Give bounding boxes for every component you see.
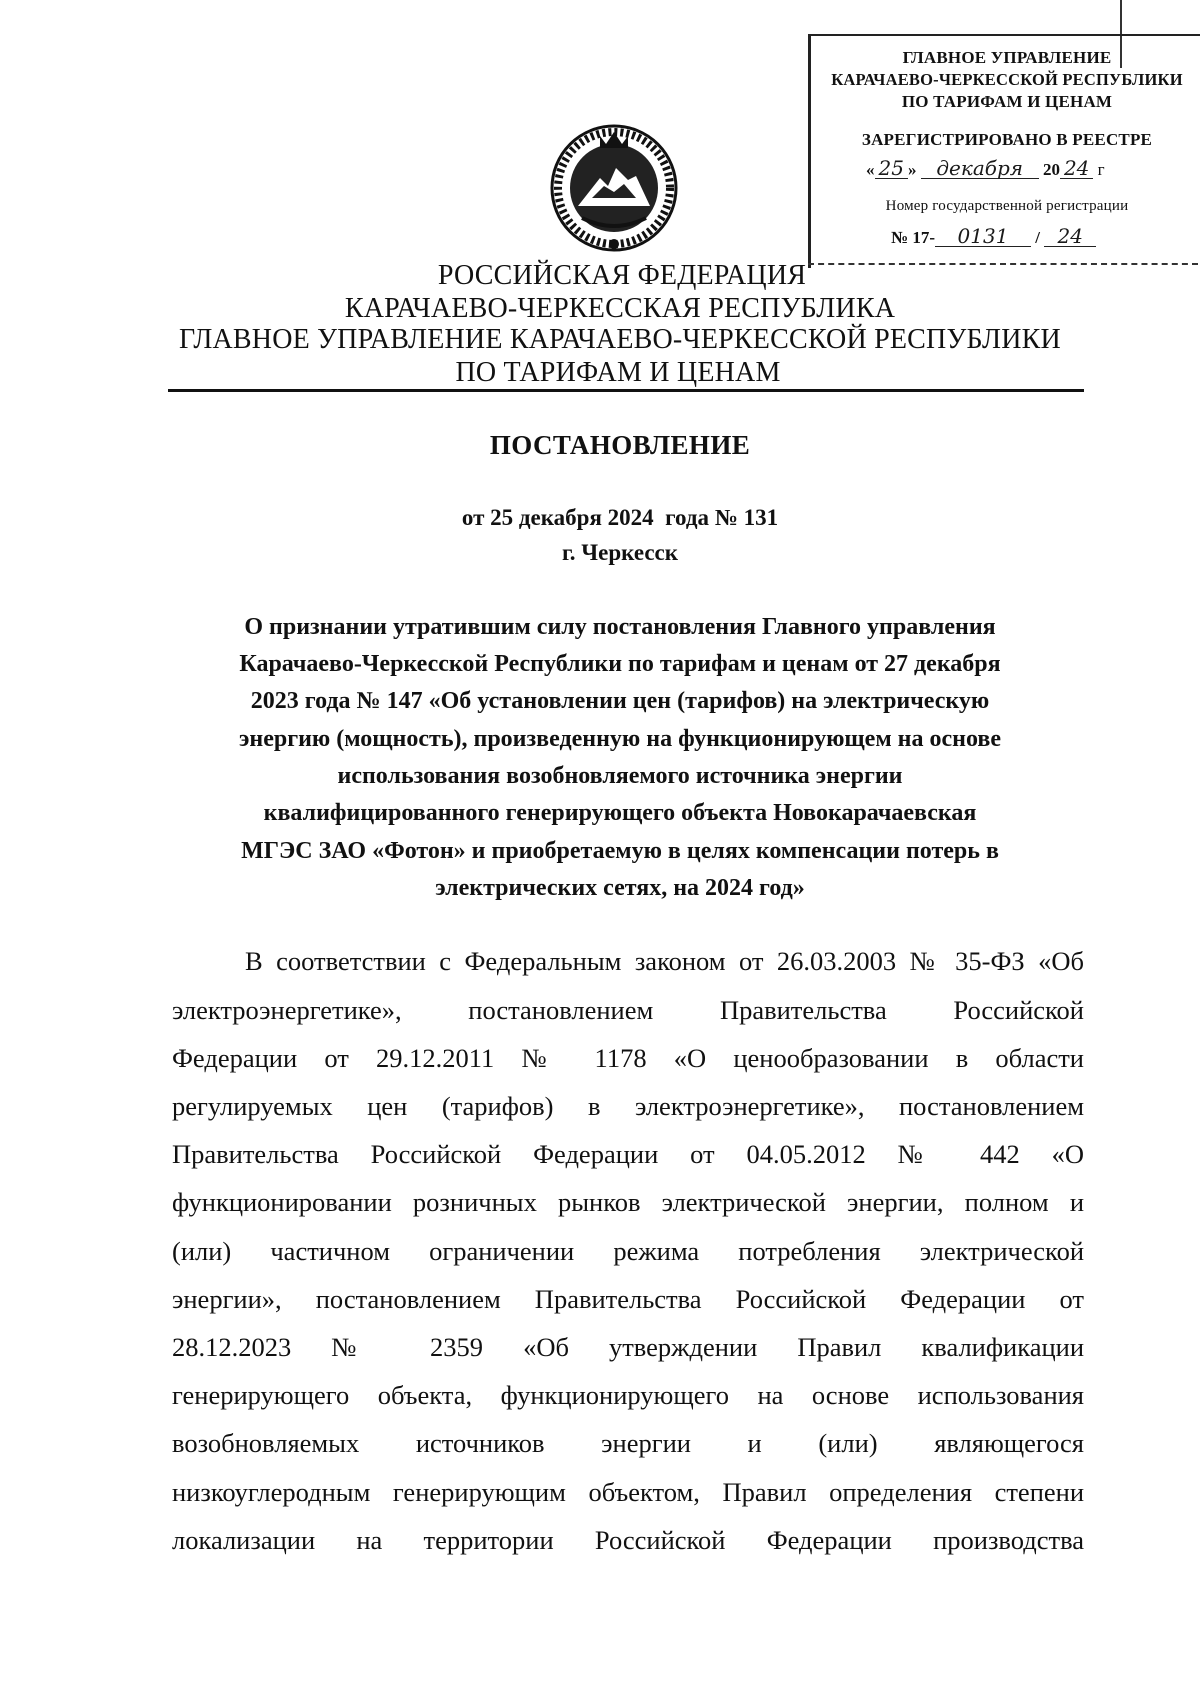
stamp-date-month: декабря bbox=[921, 158, 1039, 179]
title-line: Карачаево-Черкесской Республики по тарифам и ценам от 27 декабря bbox=[239, 651, 1001, 677]
body-line-text: локализации на территории Российской Федерации производства bbox=[172, 1525, 1084, 1555]
document-type: ПОСТАНОВЛЕНИЕ bbox=[489, 430, 751, 460]
body-line bbox=[172, 1043, 1084, 1074]
body-line-text: генерирующего объекта, функционирующего на основе использования bbox=[172, 1380, 1084, 1410]
stamp-date-day: 25 bbox=[875, 158, 908, 179]
stamp-date-year-unit: г bbox=[1097, 160, 1105, 179]
document-date-number: от 25 декабря 2024 года № 131 bbox=[461, 505, 779, 530]
body-line bbox=[245, 946, 1084, 977]
body-line bbox=[172, 1187, 1084, 1218]
stamp-reg-number-year: 24 bbox=[1044, 226, 1096, 247]
title-line: электрических сетях, на 2024 год» bbox=[435, 875, 805, 901]
body-line-text: Федерации от 29.12.2011 № 1178 «О ценообразовании в области bbox=[172, 1043, 1084, 1073]
body-line bbox=[172, 1525, 1084, 1556]
document-city: г. Черкесск bbox=[561, 540, 679, 565]
body-line bbox=[172, 1477, 1084, 1508]
body-line bbox=[172, 1380, 1084, 1411]
body-line-text: Правительства Российской Федерации от 04.05.2012 № 442 «О bbox=[172, 1139, 1084, 1169]
body-line-text: 28.12.2023 № 2359 «Об утверждении Правил квалификации bbox=[172, 1332, 1084, 1362]
body-line bbox=[172, 1091, 1084, 1122]
title-line: квалифицированного генерирующего объекта Новокарачаевская bbox=[263, 800, 977, 826]
body-line-text: (или) частичном ограничении режима потребления электрической bbox=[172, 1236, 1084, 1266]
body-line-text: В соответствии с Федеральным законом от 26.03.2003 № 35-ФЗ «Об bbox=[245, 946, 1084, 976]
body-line bbox=[172, 1428, 1084, 1459]
body-line bbox=[172, 995, 1084, 1026]
stamp-org-line3: ПО ТАРИФАМ И ЦЕНАМ bbox=[901, 92, 1113, 111]
body-line-text: возобновляемых источников энергии и (или) являющегося bbox=[172, 1428, 1084, 1458]
body-line-text: функционировании розничных рынков электрической энергии, полном и bbox=[172, 1187, 1084, 1217]
header-agency-continued: ПО ТАРИФАМ И ЦЕНАМ bbox=[455, 357, 781, 388]
title-line: энергию (мощность), произведенную на функционирующем на основе bbox=[239, 726, 1001, 752]
stamp-reg-number-label: Номер государственной регистрации bbox=[885, 198, 1129, 214]
stamp-org-line1: ГЛАВНОЕ УПРАВЛЕНИЕ bbox=[902, 48, 1112, 67]
stamp-date-year-prefix: 20 bbox=[1042, 160, 1060, 179]
stamp-date bbox=[866, 158, 1166, 188]
stamp-date-close-quote: » bbox=[907, 160, 917, 179]
stamp-reg-number-sep: / bbox=[1035, 228, 1040, 247]
body-line-text: энергии», постановлением Правительства Российской Федерации от bbox=[172, 1284, 1084, 1314]
title-line: О признании утратившим силу постановления Главного управления bbox=[244, 614, 996, 640]
stamp-registered-label: ЗАРЕГИСТРИРОВАНО В РЕЕСТРЕ bbox=[861, 130, 1153, 149]
stamp-date-open-quote: « bbox=[866, 160, 875, 179]
body-line-text: регулируемых цен (тарифов) в электроэнергетике», постановлением bbox=[172, 1091, 1084, 1121]
stamp-org-line2: КАРАЧАЕВО-ЧЕРКЕССКОЙ РЕСПУБЛИКИ bbox=[831, 70, 1183, 89]
title-line: использования возобновляемого источника энергии bbox=[337, 763, 903, 789]
body-line bbox=[172, 1139, 1084, 1170]
body-line-text: электроэнергетике», постановлением Правительства Российской bbox=[172, 995, 1084, 1025]
body-line bbox=[172, 1236, 1084, 1267]
body-line-text: низкоуглеродным генерирующим объектом, Правил определения степени bbox=[172, 1477, 1084, 1507]
header-divider bbox=[168, 389, 1084, 392]
title-line: 2023 года № 147 «Об установлении цен (тарифов) на электрическую bbox=[250, 688, 990, 714]
stamp-date-year-suffix: 24 bbox=[1060, 158, 1093, 179]
registration-stamp bbox=[808, 34, 1200, 268]
header-country: РОССИЙСКАЯ ФЕДЕРАЦИЯ bbox=[437, 260, 807, 291]
coat-of-arms-icon bbox=[548, 122, 680, 254]
stamp-reg-number-prefix: № 17- bbox=[891, 228, 935, 247]
header-republic: КАРАЧАЕВО-ЧЕРКЕССКАЯ РЕСПУБЛИКА bbox=[344, 293, 896, 324]
title-line: МГЭС ЗАО «Фотон» и приобретаемую в целях компенсации потерь в bbox=[241, 838, 999, 864]
body-line bbox=[172, 1332, 1084, 1363]
body-line bbox=[172, 1284, 1084, 1315]
header-agency: ГЛАВНОЕ УПРАВЛЕНИЕ КАРАЧАЕВО-ЧЕРКЕССКОЙ РЕСПУБЛИКИ bbox=[179, 324, 1061, 355]
stamp-reg-number bbox=[891, 226, 1191, 248]
stamp-reg-number-main: 0131 bbox=[935, 226, 1031, 247]
